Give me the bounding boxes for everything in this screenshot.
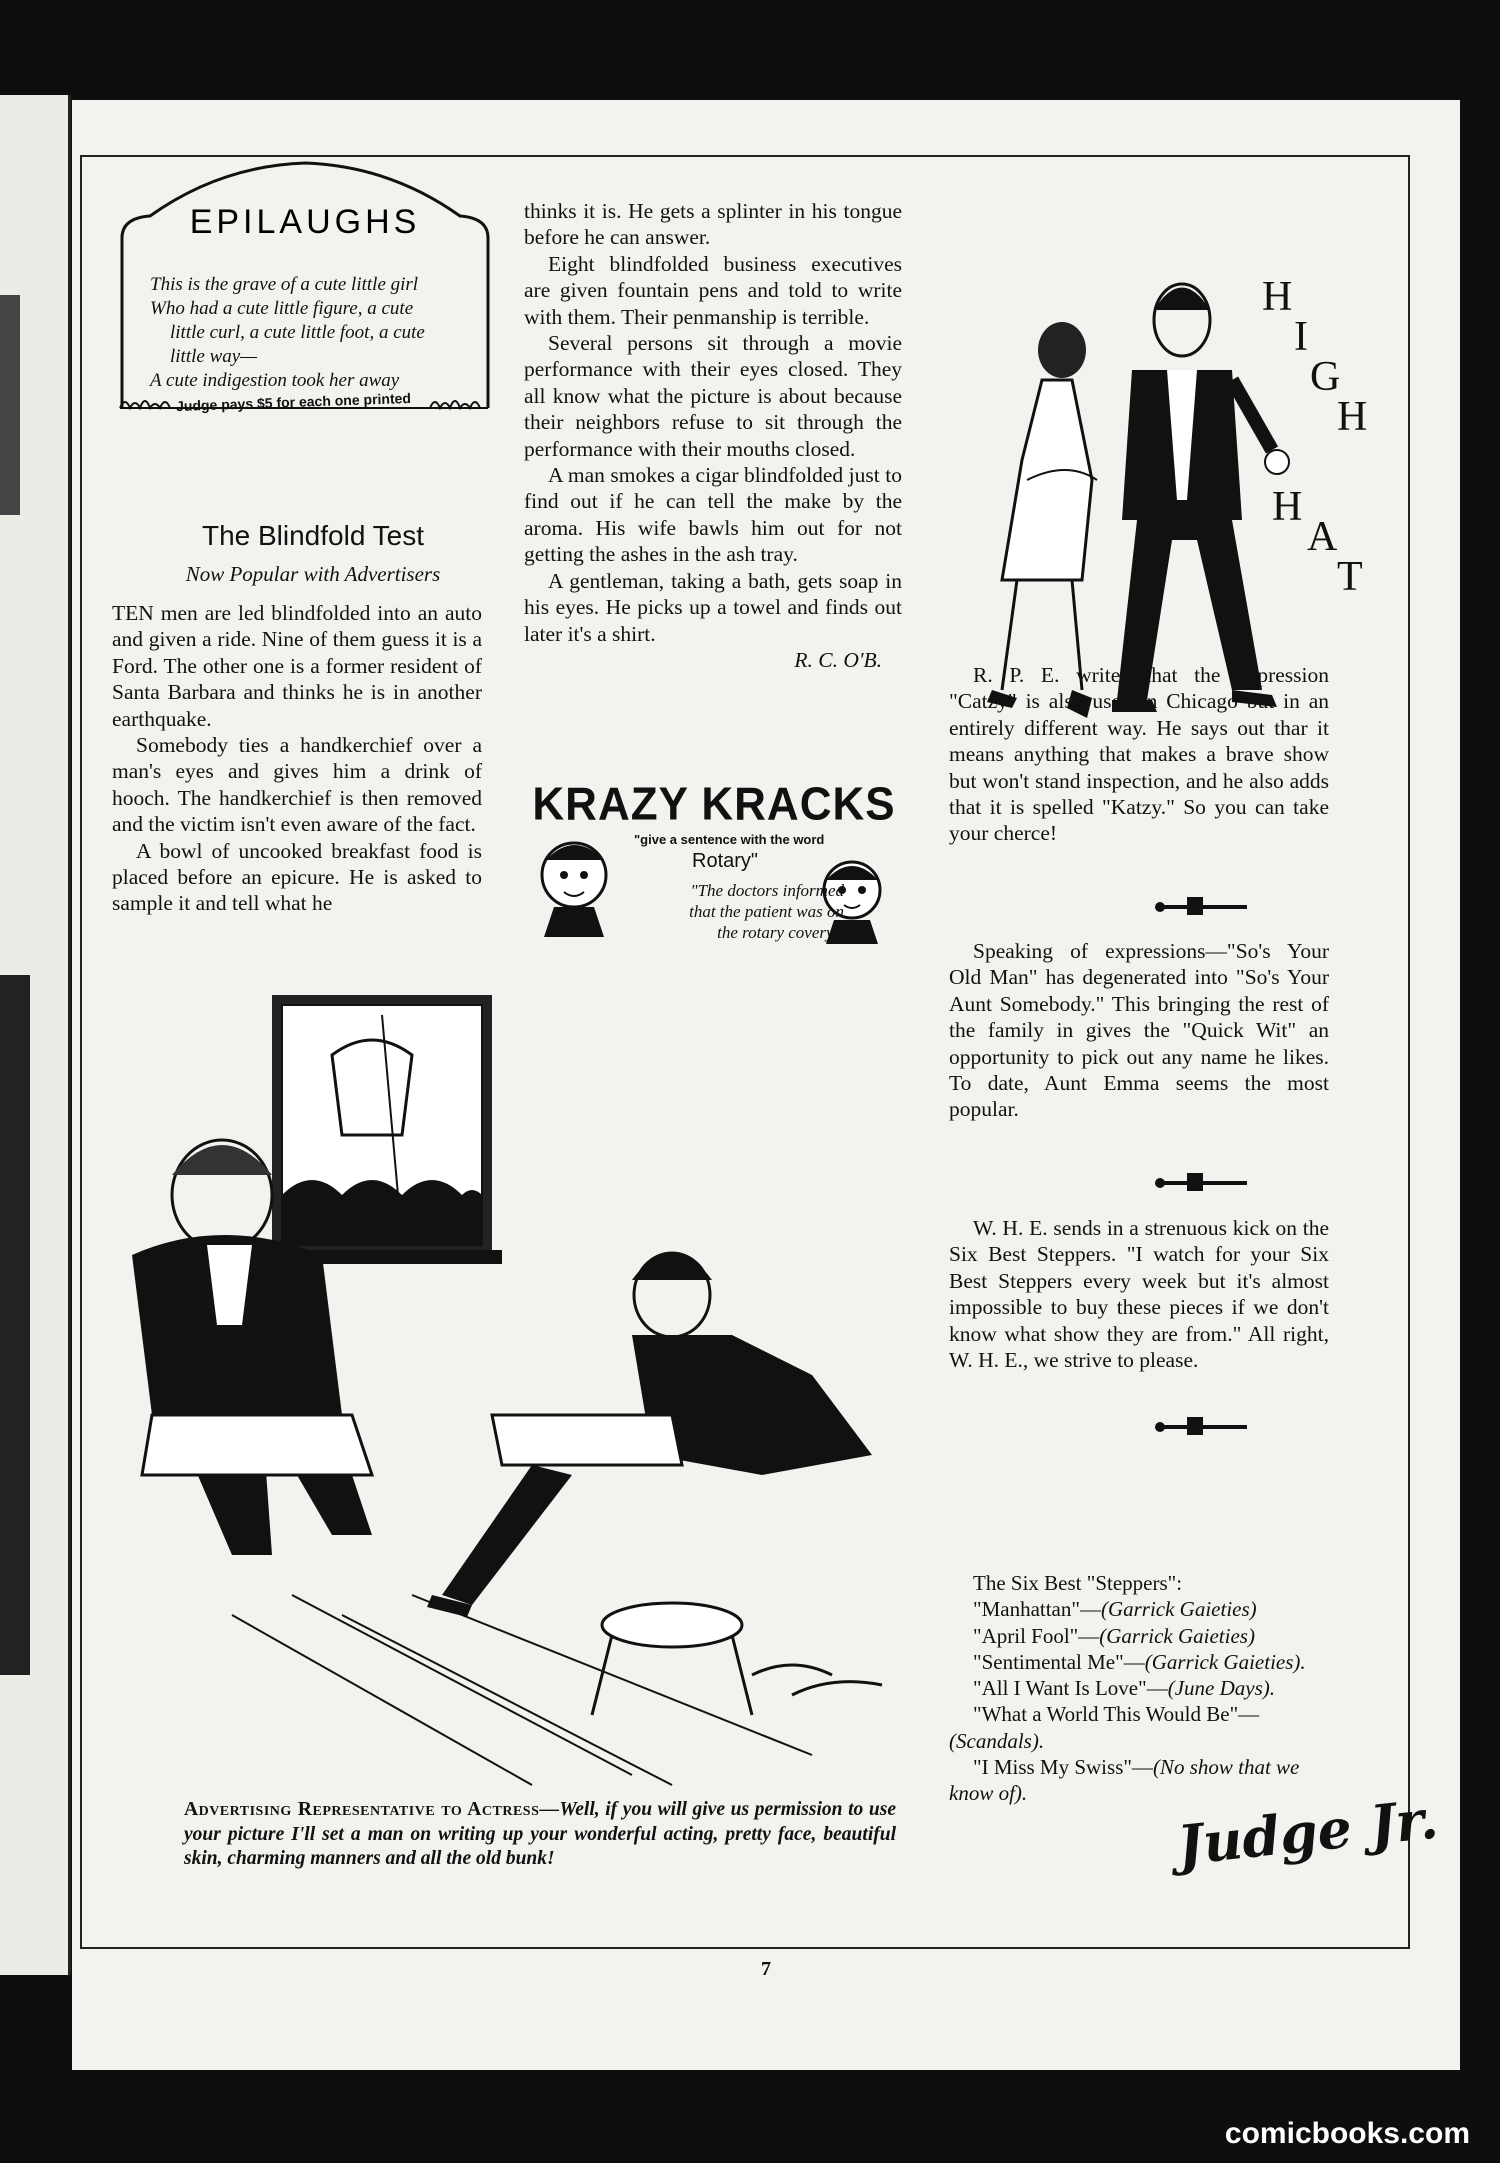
six-best-steppers-list bbox=[949, 1570, 1329, 1807]
high-hat-letter: H bbox=[1272, 484, 1303, 530]
hat-cane-divider bbox=[1152, 892, 1252, 932]
magazine-page bbox=[72, 100, 1460, 2070]
stepper-item: "Manhattan"—(Garrick Gaieties) bbox=[973, 1597, 1257, 1622]
column-paragraph: R. P. E. writes that the expression "Catzy" is also used in Chicago but in an entirely different way. He says out thar it means anything that makes a brave show but won't stand inspection, and he also adds that it is spelled "Katzy." So you can take your cherce! bbox=[949, 663, 1329, 846]
article-title: The Blindfold Test bbox=[201, 520, 425, 551]
high-hat-letter: A bbox=[1307, 514, 1338, 560]
site-watermark: comicbooks.com bbox=[1224, 2117, 1470, 2150]
krazy-kracks-tagline: "give a sentence with the word bbox=[634, 832, 825, 847]
stepper-item: "What a World This Would Be"—(Scandals). bbox=[949, 1702, 1260, 1753]
column-paragraph: Speaking of expressions—"So's Your Old Man" has degenerated into "So's Your Aunt Somebody." This bringing the rest of the family in gives the "Quick Wit" an opportunity to pick out any name he likes. To date, Aunt Emma seems the most popular. bbox=[949, 939, 1329, 1122]
poem-line: A cute indigestion took her away bbox=[150, 370, 400, 391]
article-column-2 bbox=[524, 198, 902, 673]
stepper-item: "April Fool"—(Garrick Gaieties) bbox=[973, 1623, 1255, 1648]
article-signature: R. C. O'B. bbox=[794, 647, 882, 672]
article-paragraph: Eight blindfolded business executives are given fountain pens and told to write with them. Their penmanship is terrible. bbox=[524, 251, 902, 329]
poem-line: Who had a cute little figure, a cute bbox=[150, 298, 414, 319]
page-number: 7 bbox=[761, 1958, 771, 1980]
article-paragraph: A man smokes a cigar blindfolded just to find out if he can tell the make by the aroma. His wife bawls him out for not getting the ashes in the ash tray. bbox=[524, 463, 902, 567]
previous-page-edge bbox=[0, 95, 71, 1975]
high-hat-letter: H bbox=[1262, 274, 1293, 320]
epilaughs-footer: Judge pays $5 for each one printed bbox=[175, 389, 412, 415]
krazy-kracks-quote: "The doctors informed that the patient was on the rotary covery." bbox=[689, 881, 844, 942]
poem-line: little curl, a cute little foot, a cute bbox=[170, 322, 425, 343]
article-column-1 bbox=[112, 600, 482, 917]
steppers-heading: The Six Best "Steppers": bbox=[973, 1571, 1183, 1595]
hat-cane-divider bbox=[1152, 1168, 1252, 1208]
krazy-kracks-word: Rotary" bbox=[692, 850, 759, 872]
article-paragraph: TEN men are led blindfolded into an auto and given a ride. Nine of them guess it is a Ford. The other one is a former resident of Santa Barbara and thinks he is in another earthquake. bbox=[112, 601, 482, 731]
hat-cane-divider bbox=[1152, 1412, 1252, 1452]
column-paragraph: W. H. E. sends in a strenuous kick on the Six Best Steppers. "I watch for your Six Best Steppers every week but it's almost impossible to buy these pieces if we don't know what show they are from." All right, W. H. E., we strive to please. bbox=[949, 1216, 1329, 1373]
high-hat-letter: G bbox=[1310, 354, 1341, 400]
stepper-item: "Sentimental Me"—(Garrick Gaieties). bbox=[973, 1649, 1306, 1674]
stepper-item: "I Miss My Swiss"—(No show that we know of). bbox=[949, 1755, 1300, 1806]
article-paragraph: thinks it is. He gets a splinter in his tongue before he can answer. bbox=[524, 199, 902, 250]
poem-line: little way— bbox=[170, 346, 258, 367]
krazy-kracks-box bbox=[524, 780, 904, 980]
krazy-kracks-title: KRAZY KRACKS bbox=[532, 778, 896, 831]
judge-jr-signature: Judge Jr. bbox=[1174, 1786, 1441, 1878]
stepper-item: "All I Want Is Love"—(June Days). bbox=[973, 1676, 1275, 1701]
cartoon-caption bbox=[184, 1798, 896, 1872]
epilaughs-box bbox=[120, 158, 490, 413]
advertising-cartoon-illustration bbox=[112, 995, 952, 1785]
article-paragraph: Somebody ties a handkerchief over a man's eyes and gives him a drink of hooch. The handkerchief is then removed and the victim isn't even aware of the fact. bbox=[112, 733, 482, 837]
right-column-paragraph-3 bbox=[949, 1215, 1329, 1373]
right-column-paragraph-1 bbox=[949, 662, 1329, 847]
article-subtitle: Now Popular with Advertisers bbox=[185, 562, 441, 586]
epilaughs-title: EPILAUGHS bbox=[189, 203, 421, 241]
caption-speaker: Advertising Representative to Actress— bbox=[184, 1799, 560, 1820]
poem-line: This is the grave of a cute little girl bbox=[150, 274, 419, 295]
article-paragraph: A bowl of uncooked breakfast food is placed before an epicure. He is asked to sample it and tell what he bbox=[112, 838, 482, 916]
high-hat-letter: T bbox=[1337, 554, 1363, 600]
high-hat-letter: H bbox=[1337, 394, 1368, 440]
right-column-paragraph-2 bbox=[949, 938, 1329, 1123]
article-paragraph: A gentleman, taking a bath, gets soap in his eyes. He picks up a towel and finds out later it's a shirt. bbox=[524, 568, 902, 646]
caption-text: Well, if you will give us permission to use your picture I'll set a man on writing up your wonderful acting, pretty face, beautiful skin, charming manners and all the old bunk! bbox=[184, 1799, 896, 1869]
high-hat-letter: I bbox=[1294, 314, 1308, 360]
article-paragraph: Several persons sit through a movie performance with their eyes closed. They all know what the picture is about because their neighbors refuse to sit through the performance with their mouths closed. bbox=[524, 331, 902, 461]
epilaughs-poem bbox=[150, 273, 480, 393]
